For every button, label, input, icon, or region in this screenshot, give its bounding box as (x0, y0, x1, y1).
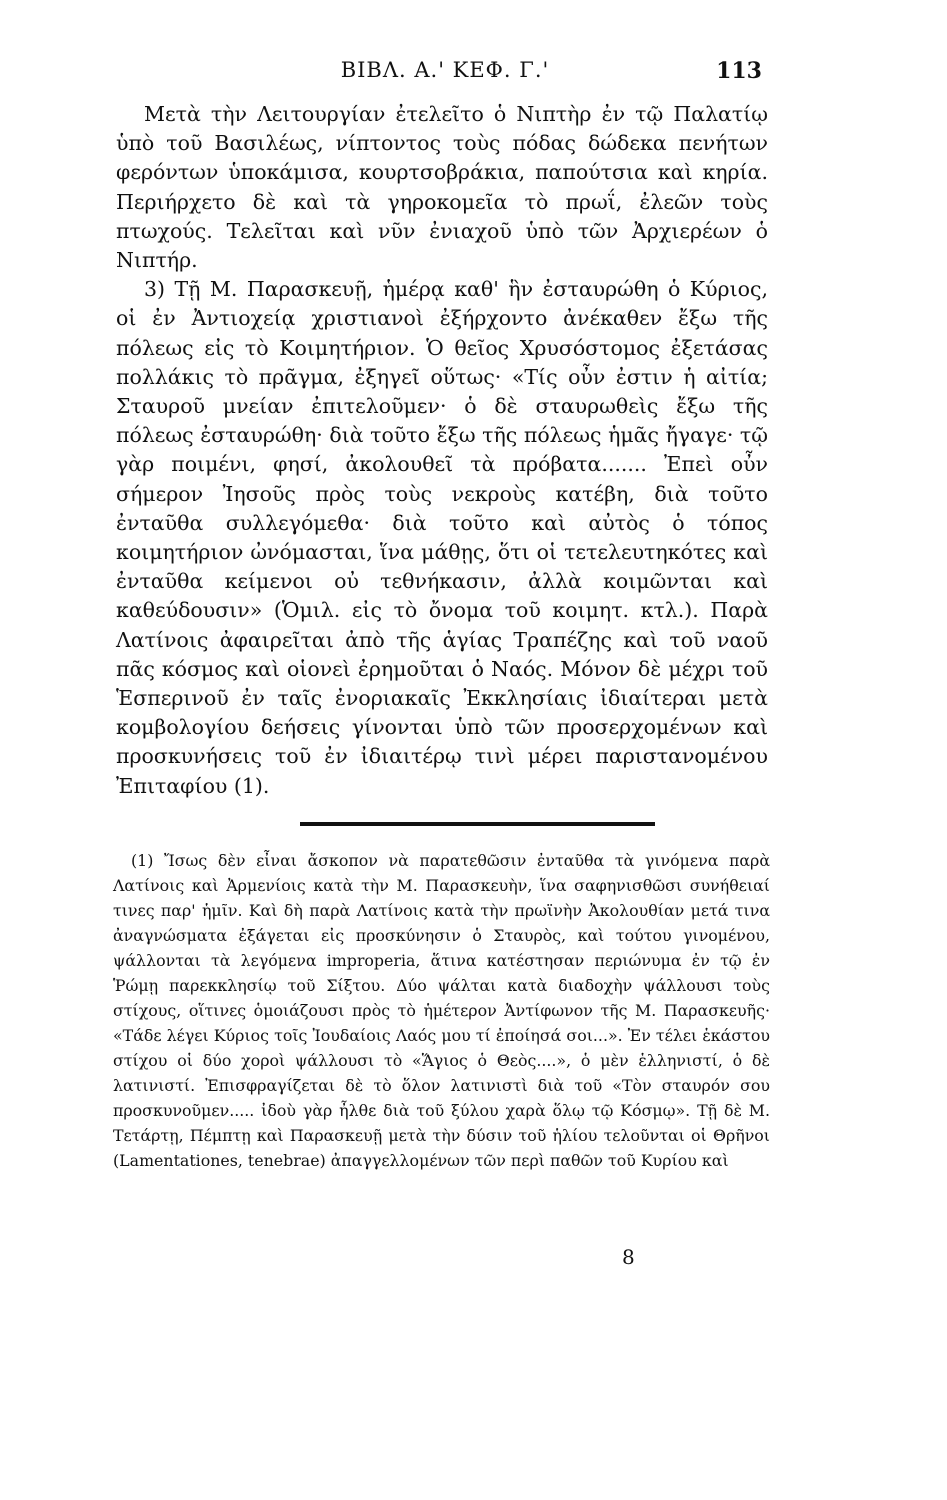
page-number: 113 (716, 58, 762, 84)
signature-mark: 8 (622, 1245, 635, 1269)
running-head: ΒΙΒΛ. Α.' ΚΕΦ. Γ.' (340, 58, 550, 82)
paragraph: Μετὰ τὴν Λειτουργίαν ἐτελεῖτο ὁ Νιπτὴρ ἐν τῷ Παλατίῳ ὑπὸ τοῦ Βασιλέως, νίπτοντος τοὺς πόδας δώδεκα πενήτων φερόντων ὑποκάμισα, κουρτσοβράκια, παπούτσια καὶ κηρία. Περιήρχετο δὲ καὶ τὰ γηροκομεῖα τὸ πρωΐ, ἐλεῶν τοὺς πτωχούς. Τελεῖται καὶ νῦν ἐνιαχοῦ ὑπὸ τῶν Ἀρχιερέων ὁ Νιπτήρ. (116, 102, 768, 273)
page-header (120, 58, 770, 92)
footnote (113, 848, 770, 1173)
footnote-rule (300, 822, 655, 826)
footnote-text: (1) Ἴσως δὲν εἶναι ἄσκοπον νὰ παρατεθῶσιν ἐνταῦθα τὰ γινόμενα παρὰ Λατίνοις καὶ Ἀρμενίοις κατὰ τὴν Μ. Παρασκευὴν, ἵνα σαφηνισθῶσι συνήθειαί τινες παρ' ἡμῖν. Καὶ δὴ παρὰ Λατίνοις κατὰ τὴν πρωϊνὴν Ἀκολουθίαν μετά τινα ἀναγνώσματα ἐξάγεται εἰς προσκύνησιν ὁ Σταυρὸς, καὶ τούτου γινομένου, ψάλλονται τὰ λεγόμενα improperia, ἅτινα κατέστησαν περιώνυμα ἐν τῷ ἐν Ῥώμῃ παρεκκλησίῳ τοῦ Σίξτου. Δύο ψάλται κατὰ διαδοχὴν ψάλλουσι τοὺς στίχους, οἵτινες ὁμοιάζουσι πρὸς τὸ ἡμέτερον Ἀντίφωνον τῆς Μ. Παρασκευῆς· «Τάδε λέγει Κύριος τοῖς Ἰουδαίοις Λαός μου τί ἐποίησά σοι...». Ἐν τέλει ἑκάστου στίχου οἱ δύο χοροὶ ψάλλουσι τὸ «Ἅγιος ὁ Θεὸς....», ὁ μὲν ἑλληνιστί, ὁ δὲ λατινιστί. Ἐπισφραγίζεται δὲ τὸ ὅλον λατινιστὶ διὰ τοῦ «Τὸν σταυρόν σου προσκυνοῦμεν..... ἰδοὺ γὰρ ἦλθε διὰ τοῦ ξύλου χαρὰ ὅλῳ τῷ Κόσμῳ». Τῇ δὲ Μ. Τετάρτῃ, Πέμπτῃ καὶ Παρασκευῇ μετὰ τὴν δύσιν τοῦ ἡλίου τελοῦνται οἱ Θρῆνοι (Lamentationes, tenebrae) ἀπαγγελλομένων τῶν περὶ παθῶν τοῦ Κυρίου καὶ (113, 851, 770, 1170)
main-text (116, 100, 768, 801)
paragraph: 3) Τῇ Μ. Παρασκευῇ, ἡμέρᾳ καθ' ἣν ἐσταυρώθη ὁ Κύριος, οἱ ἐν Ἀντιοχείᾳ χριστιανοὶ ἐξήρχοντο ἀνέκαθεν ἔξω τῆς πόλεως εἰς τὸ Κοιμητήριον. Ὁ θεῖος Χρυσόστομος ἐξετάσας πολλάκις τὸ πρᾶγμα, ἐξηγεῖ οὕτως· «Τίς οὖν ἐστιν ἡ αἰτία; Σταυροῦ μνείαν ἐπιτελοῦμεν· ὁ δὲ σταυρωθεὶς ἔξω τῆς πόλεως ἐσταυρώθη· διὰ τοῦτο ἔξω τῆς πόλεως ἡμᾶς ἤγαγε· τῷ γὰρ ποιμένι, φησί, ἀκολουθεῖ τὰ πρόβατα....... Ἐπεὶ οὖν σήμερον Ἰησοῦς πρὸς τοὺς νεκροὺς κατέβη, διὰ τοῦτο ἐνταῦθα συλλεγόμεθα· διὰ τοῦτο καὶ αὐτὸς ὁ τόπος κοιμητήριον ὠνόμασται, ἵνα μάθῃς, ὅτι οἱ τετελευτηκότες καὶ ἐνταῦθα κείμενοι οὐ τεθνήκασιν, ἀλλὰ κοιμῶνται καὶ καθεύδουσιν» (Ὁμιλ. εἰς τὸ ὄνομα τοῦ κοιμητ. κτλ.). Παρὰ Λατίνοις ἀφαιρεῖται ἀπὸ τῆς ἁγίας Τραπέζης καὶ τοῦ ναοῦ πᾶς κόσμος καὶ οἱονεὶ ἐρημοῦται ὁ Ναός. Μόνον δὲ μέχρι τοῦ Ἑσπερινοῦ ἐν ταῖς ἐνοριακαῖς Ἐκκλησίαις ἰδιαίτεραι μετὰ κομβολογίου δεήσεις γίνονται ὑπὸ τῶν προσερχομένων καὶ προσκυνήσεις τοῦ ἐν ἰδιαιτέρῳ τινὶ μέρει παριστανομένου Ἐπιταφίου (1). (116, 277, 768, 798)
